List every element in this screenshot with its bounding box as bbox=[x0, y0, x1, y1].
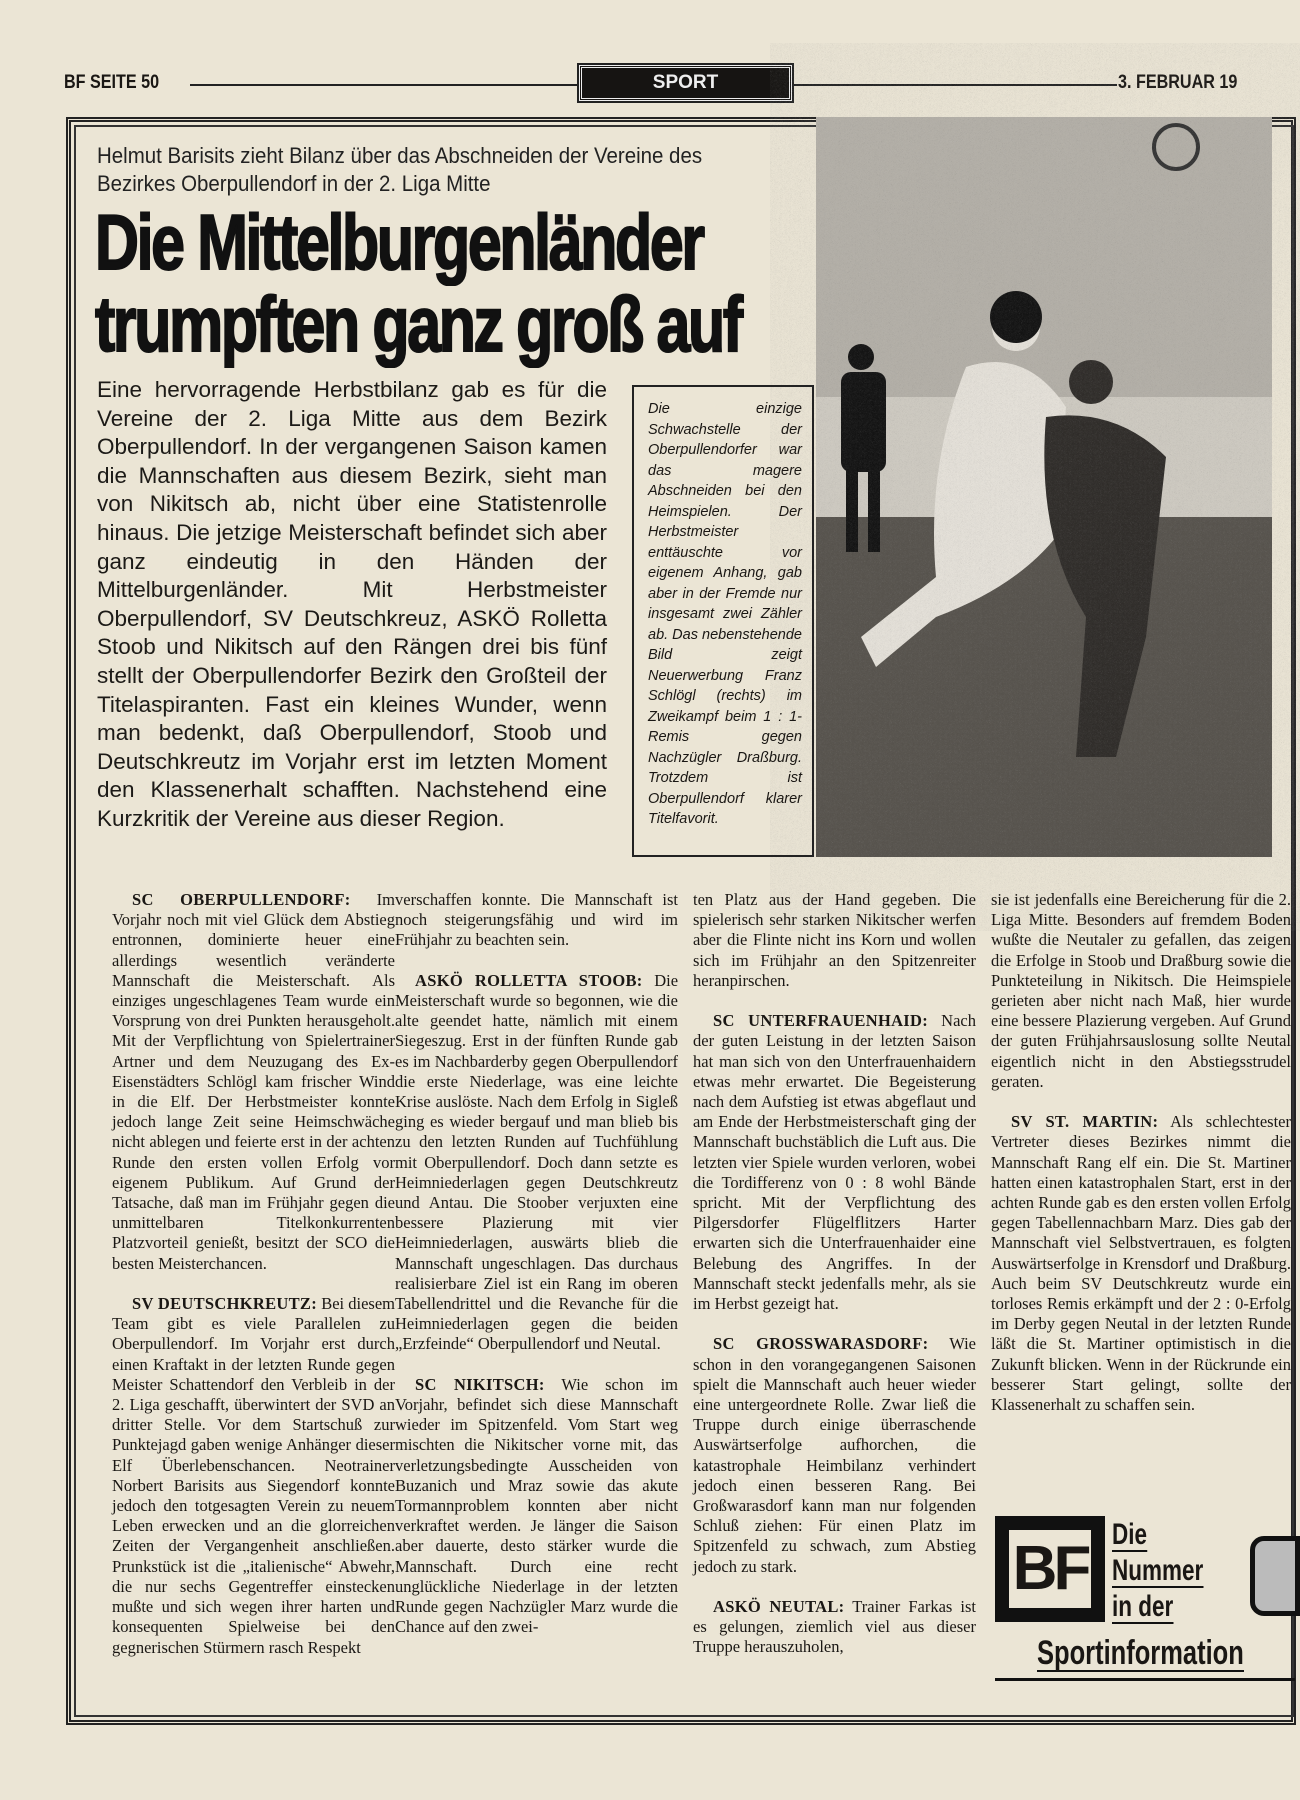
team-section bbox=[991, 1112, 1291, 1415]
header-rule bbox=[792, 84, 1117, 86]
number-one-graphic bbox=[1250, 1536, 1300, 1616]
ad-line-3: in der bbox=[1112, 1590, 1174, 1623]
team-section bbox=[395, 971, 678, 1355]
header-rule bbox=[190, 84, 580, 86]
team-text: Im Vorjahr noch mit viel Glück dem Abstieg entronnen, dominierte heuer eine allerdings wesentlich veränderte Mannschaft die Meisterschaft. Als einziges ungeschlagenes Team wurde ein Vorsprung von drei Punkten herausgeholt. Mit der Verpflichtung von Spielertrainer Artner und dem Neuzugang des Ex-Eisenstädters Schlögl kam frischer Wind in die Elf. Der Herbstmeister konnte jedoch lange Zeit seine Heimschwäche nicht ablegen und feierte erst in der achten Runde den ersten vollen Erfolg vor eigenem Publikum. Auf Grund der Tatsache, daß man im Frühjahr gegen die unmittelbaren Titelkonkurrenten Platzvorteil genießt, besitzt der SCO die besten Meisterchancen. bbox=[112, 890, 396, 1273]
team-name: SC NIKITSCH: bbox=[415, 1374, 545, 1394]
text-column-2 bbox=[395, 890, 678, 1658]
team-name: SC OBERPULLENDORF: bbox=[132, 890, 351, 909]
team-text: Wie schon in den vorangegangenen Saisonen spielt die Mannschaft auch heuer wieder eine untergeordnete Rolle. Zwar ließ die Truppe durch einige überraschende Auswärtserfolge aufhorchen, die katastrophale Heimbilanz verhindert jedoch einen besseren Rang. Bei Großwarasdorf kann man nur folgenden Schluß ziehen: Für einen Platz im Spitzenfeld zu schwach, zum Abstieg jedoch zu stark. bbox=[693, 1334, 977, 1576]
ad-rule bbox=[995, 1678, 1295, 1681]
team-section bbox=[112, 1294, 395, 1658]
team-name: SC UNTERFRAUENHAID: bbox=[713, 1011, 929, 1031]
team-section bbox=[693, 1334, 976, 1576]
team-name: SV DEUTSCHKREUTZ: bbox=[132, 1294, 318, 1314]
team-text-continued: sie ist jedenfalls eine Bereicherung für die 2. Liga Mitte. Besonders auf fremdem Boden wußte die Neutaler zu gefallen, das zeigen die Erfolge in Stoob und Draßburg sowie die Punkteteilung in Nikitsch. Die Heimspiele gerieten aber nicht nach Maß, hier wurde eine bessere Plazierung vergeben. Auf Grund der guten Frühjahrsauslosung sollte Neutal eigentlich nicht in den Abstiegsstrudel geraten. bbox=[991, 890, 1291, 1091]
bf-logo: BF bbox=[995, 1516, 1105, 1622]
text-column-1 bbox=[112, 890, 395, 1678]
team-text: Wie schon im Vorjahr, befindet sich diese Mannschaft wieder im Spitzenfeld. Vom Start weg mischten die Nikitscher vorne mit, das verletzungsbedingte Ausscheiden von Buzanich und Mraz sowie das akute Tormannproblem konnten aber nicht verkraftet werden. Je länger die Saison aber dauerte, desto stärker wurde die Mannschaft. Durch eine recht unglückliche Niederlage in der letzten Runde gegen Nachzügler Marz wurde die Chance auf den zwei- bbox=[395, 1374, 678, 1637]
text-column-3 bbox=[693, 890, 976, 1678]
page-number: BF SEITE 50 bbox=[64, 72, 160, 93]
team-text-continued: verschaffen konnte. Die Mannschaft ist noch steigerungsfähig und wird im Frühjahr zu beachten sein. bbox=[395, 890, 678, 950]
team-text: Die Meisterschaft wurde so begonnen, wie die alte geendet hatte, nämlich mit einem Siegeszug. Erst in der fünften Runde gab es im Nachbarderby gegen Oberpullendorf die erste Niederlage, was eine leichte Krise auslöste. Nach dem Erfolg in Sigleß ging es wieder bergauf und man blieb bis zu den letzten Runden auf Tuchfühlung mit Oberpullendorf. Doch dann setzte es Heimniederlagen gegen Deutschkreutz und Antau. Die Stoober verjuxten eine bessere Plazierung mit vier Heimniederlagen, auswärts blieb die Mannschaft ungeschlagen. Das durchaus realisierbare Ziel ist ein Rang im oberen Tabellendrittel und die Revanche für die Heimniederlagen gegen die beiden „Erzfeinde“ Oberpullendorf und Neutal. bbox=[395, 970, 679, 1354]
team-name: SC GROSSWARASDORF: bbox=[713, 1334, 929, 1354]
team-name: ASKÖ ROLLETTA STOOB: bbox=[415, 970, 643, 990]
team-section bbox=[693, 1597, 976, 1658]
team-section bbox=[395, 1375, 678, 1638]
team-text: Nach der guten Leistung in der letzten Saison hat man sich von den Unterfrauenhaidern etwas mehr erwartet. Die Begeisterung nach dem Aufstieg ist etwas abgeflaut und am Ende der Herbstmeisterschaft ging der Mannschaft buchstäblich die Luft aus. Die letzten vier Spiele wurden verloren, wobei die Tordifferenz von 0 : 8 wohl Bände spricht. Mit der Verpflichtung des Pilgersdorfer Flügelflitzers Harter erwarten sich die Unterfrauenhaider eine Belebung des Angriffes. In der Mannschaft steckt jedenfalls mehr, als sie im Herbst gezeigt hat. bbox=[693, 1011, 976, 1314]
ad-line-1: Die bbox=[1112, 1518, 1148, 1551]
team-text: Trainer Farkas ist es gelungen, ziemlich viel aus dieser Truppe herauszuholen, bbox=[693, 1597, 976, 1657]
text-column-4 bbox=[991, 890, 1291, 1435]
photo-caption: Die einzige Schwachstelle der Oberpullendorfer war das magere Abschneiden bei den Heimspielen. Der Herbstmeister enttäuschte vor eigenem Anhang, gab aber in der Fremde nur insgesamt zwei Zähler ab. Das nebenstehende Bild zeigt Neuerwerbung Franz Schlögl (rechts) im Zweikampf beim 1 : 1-Remis gegen Nachzügler Draßburg. Trotzdem ist Oberpullendorf klarer Titelfavorit. bbox=[632, 385, 814, 857]
team-name: SV ST. MARTIN: bbox=[1011, 1112, 1159, 1132]
bf-advertisement bbox=[995, 1516, 1295, 1676]
team-section bbox=[693, 1011, 976, 1314]
article-intro: Eine hervorragende Herbstbilanz gab es für die Vereine der 2. Liga Mitte aus dem Bezirk Oberpullendorf. In der vergangenen Saison kamen die Mannschaften aus diesem Bezirk, sieht man von Nikitsch ab, nicht über eine Statistenrolle hinaus. Die jetzige Meisterschaft befindet sich aber ganz eindeutig in den Händen der Mittelburgenländer. Mit Herbstmeister Oberpullendorf, SV Deutschkreuz, ASKÖ Rolletta Stoob und Nikitsch auf den Rängen drei bis fünf stellt der Oberpullendorfer Bezirk den Großteil der Titelaspiranten. Fast ein kleines Wunder, wenn man bedenkt, daß Oberpullendorf, Stoob und Deutschkreutz im Vorjahr erst im letzten Moment den Klassenerhalt schafften. Nachstehend eine Kurzkritik der Vereine aus dieser Region. bbox=[97, 377, 607, 831]
ad-line-4: Sportinformation bbox=[1037, 1634, 1244, 1672]
article-kicker: Helmut Barisits zieht Bilanz über das Abschneiden der Vereine des Bezirkes Oberpullendorf in der 2. Liga Mitte bbox=[97, 143, 703, 196]
football-photo bbox=[816, 117, 1272, 857]
team-text: Bei diesem Team gibt es viele Parallelen zu Oberpullendorf. Im Vorjahr erst durch einen Kraftakt in der letzten Runde gegen Meister Schattendorf den Verbleib in der 2. Liga geschafft, überwintert der SVD an dritter Stelle. Vor dem Startschuß zur Punktejagd gaben wenige Anhänger dieser Elf Überlebenschancen. Neotrainer Norbert Barisits aus Siegendorf konnte jedoch den totgesagten Verein zu neuem Leben erwecken und an die glorreichen Zeiten der Vergangenheit anschließen. Prunkstück ist die „italienische“ Abwehr, die nur sechs Gegentreffer einstecken mußte und sich wegen ihrer harten und konsequenten Spielweise bei den gegnerischen Stürmern rasch Respekt bbox=[112, 1294, 396, 1657]
team-name: ASKÖ NEUTAL: bbox=[713, 1597, 845, 1617]
section-label: SPORT bbox=[579, 65, 792, 101]
ad-line-2: Nummer bbox=[1112, 1554, 1204, 1587]
team-section bbox=[112, 890, 395, 1274]
headline-line-2: trumpften ganz groß auf bbox=[95, 280, 741, 368]
team-text-continued: ten Platz aus der Hand gegeben. Die spielerisch sehr starken Nikitscher werfen aber die Flinte nicht ins Korn und wollen sich im Frühjahr an den Spitzenreiter heranpirschen. bbox=[693, 890, 976, 990]
headline-line-1: Die Mittelburgenländer bbox=[95, 198, 703, 286]
issue-date: 3. FEBRUAR 19 bbox=[1118, 72, 1238, 93]
team-text: Als schlechtester Vertreter dieses Bezirkes nimmt die Mannschaft Rang elf ein. Die St. Martiner hatten einen katastrophalen Start, erst in der achten Runde gab es den ersten vollen Erfolg gegen Tabellennachbarn Marz. Dies gab der Mannschaft viel Selbstvertrauen, es folgten Auswärtserfolge in Krensdorf und Draßburg. Auch beim SV Deutschkreutz wurde ein torloses Remis erkämpft und der 2 : 0-Erfolg im Derby gegen Neutal in der letzten Runde läßt die St. Martiner optimistisch in die Zukunft blicken. Wenn in der Rückrunde ein besserer Start gelingt, sollte der Klassenerhalt zu schaffen sein. bbox=[991, 1112, 1291, 1415]
